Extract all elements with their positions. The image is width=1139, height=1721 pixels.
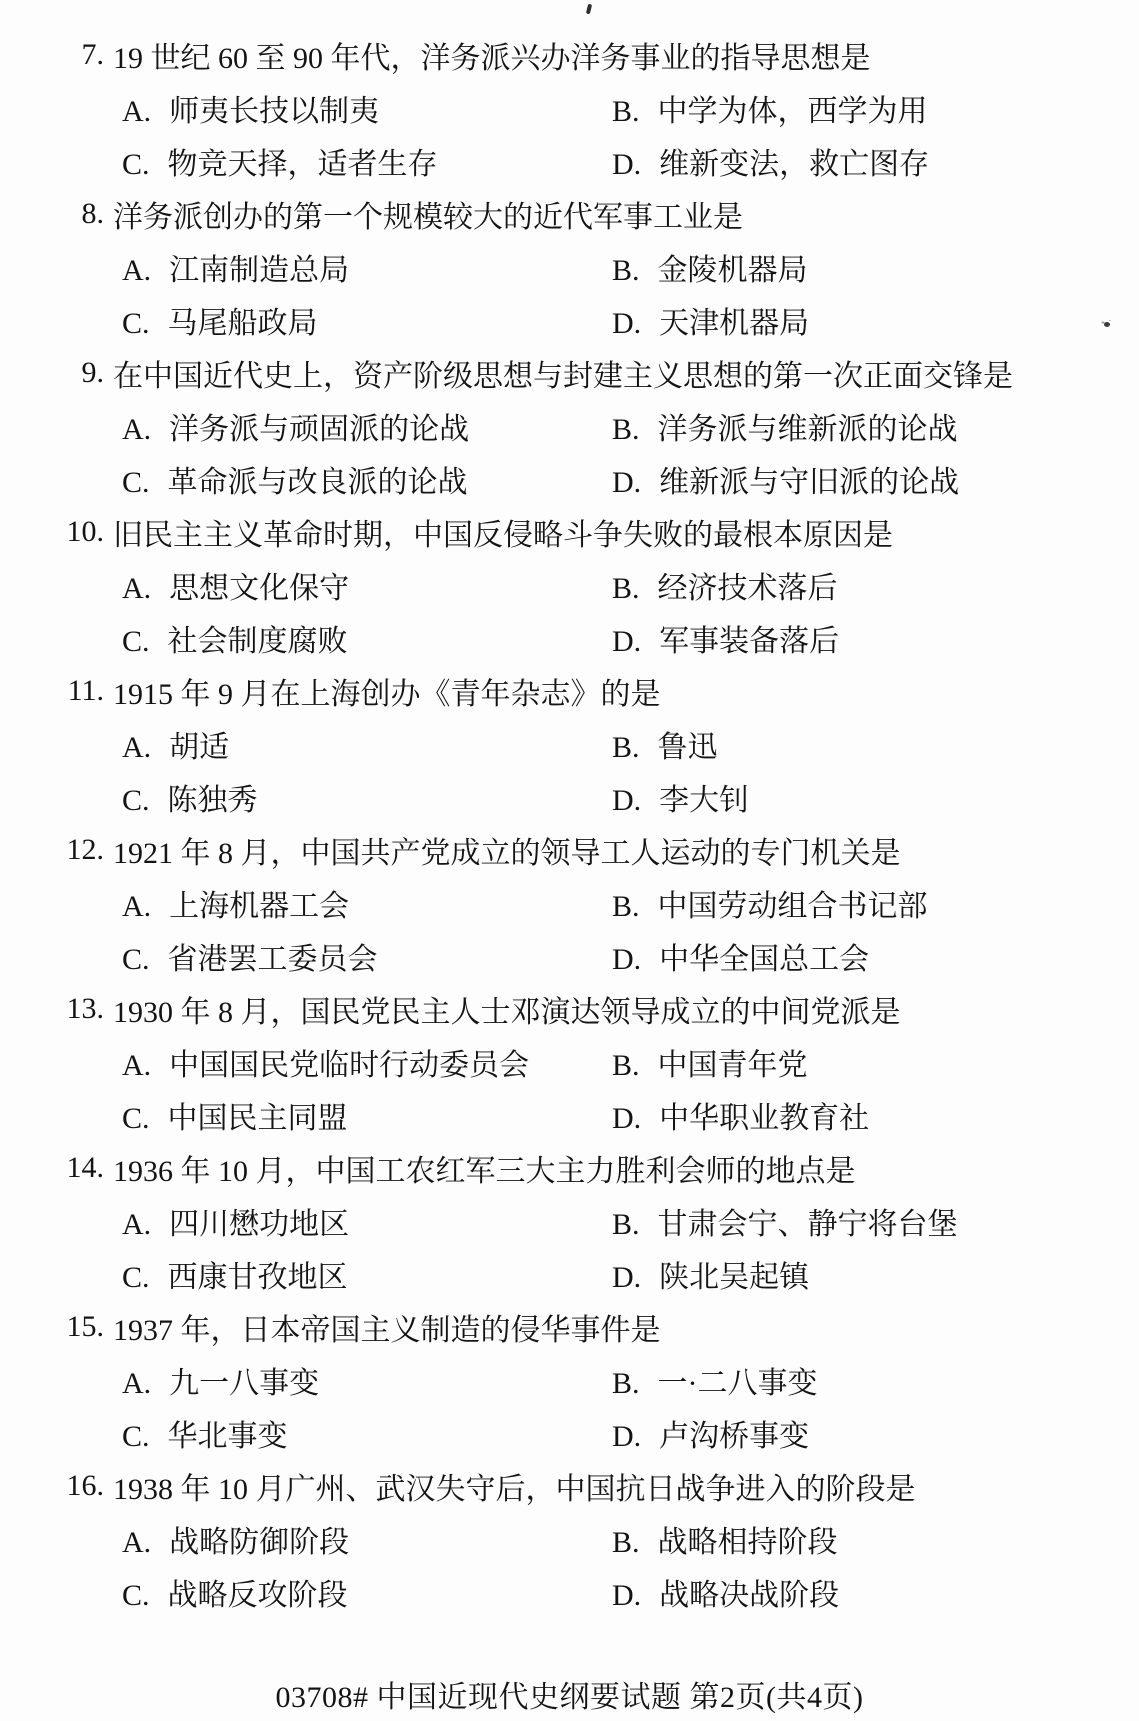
option-label-a: A. — [122, 730, 152, 764]
question-7 — [0, 28, 1139, 187]
option-text-a: 思想文化保守 — [169, 571, 350, 605]
option-label-c: C. — [122, 1260, 150, 1294]
options-row-ab — [0, 1512, 1139, 1565]
option-text-a: 战略防御阶段 — [169, 1525, 350, 1559]
question-12 — [0, 823, 1139, 982]
option-label-b: B. — [612, 889, 640, 923]
option-d — [612, 139, 929, 183]
option-label-d: D. — [612, 1101, 642, 1135]
option-text-d: 天津机器局 — [659, 306, 810, 340]
option-label-a: A. — [122, 1525, 152, 1559]
option-text-d: 卢沟桥事变 — [659, 1419, 810, 1453]
options-row-ab — [0, 876, 1139, 929]
option-label-d: D. — [612, 624, 642, 658]
option-c — [122, 298, 612, 342]
options-row-cd — [0, 929, 1139, 982]
options-row-ab — [0, 717, 1139, 770]
options-row-cd — [0, 770, 1139, 823]
options-row-ab — [0, 81, 1139, 134]
option-label-b: B. — [612, 571, 640, 605]
question-number: 8. — [81, 196, 104, 230]
option-text-b: 中国劳动组合书记部 — [657, 889, 928, 923]
option-text-b: 经济技术落后 — [657, 571, 838, 605]
question-10 — [0, 505, 1139, 664]
option-a — [122, 881, 612, 925]
option-label-c: C. — [122, 1101, 150, 1135]
option-d — [612, 934, 869, 978]
options-row-cd — [0, 611, 1139, 664]
option-label-d: D. — [612, 1419, 642, 1453]
option-a — [122, 404, 612, 448]
options-row-cd — [0, 1565, 1139, 1618]
option-label-b: B. — [612, 1048, 640, 1082]
option-c — [122, 1093, 612, 1137]
option-a — [122, 1358, 612, 1402]
option-label-a: A. — [122, 253, 152, 287]
question-stem: 在中国近代史上，资产阶级思想与封建主义思想的第一次正面交锋是 — [113, 359, 1013, 393]
option-label-c: C. — [122, 306, 150, 340]
option-label-a: A. — [122, 412, 152, 446]
option-text-d: 中华全国总工会 — [659, 942, 870, 976]
option-label-d: D. — [612, 942, 642, 976]
options-row-cd — [0, 452, 1139, 505]
option-text-d: 战略决战阶段 — [659, 1578, 840, 1612]
question-11 — [0, 664, 1139, 823]
option-text-a: 胡适 — [169, 730, 230, 764]
option-text-a: 四川懋功地区 — [169, 1207, 350, 1241]
option-label-a: A. — [122, 94, 152, 128]
option-label-a: A. — [122, 889, 152, 923]
option-text-a: 江南制造总局 — [169, 253, 350, 287]
question-number: 15. — [66, 1309, 104, 1343]
question-16 — [0, 1459, 1139, 1618]
options-row-cd — [0, 1406, 1139, 1459]
option-text-b: 一·二八事变 — [657, 1366, 818, 1400]
question-stem-row — [0, 982, 1139, 1035]
option-a — [122, 563, 612, 607]
options-row-ab — [0, 240, 1139, 293]
question-stem-row — [0, 1459, 1139, 1512]
option-label-d: D. — [612, 306, 642, 340]
option-text-d: 维新变法，救亡图存 — [659, 147, 930, 181]
option-c — [122, 457, 612, 501]
option-text-d: 中华职业教育社 — [659, 1101, 870, 1135]
question-9 — [0, 346, 1139, 505]
question-15 — [0, 1300, 1139, 1459]
option-text-c: 物竞天择，适者生存 — [167, 147, 438, 181]
question-number: 7. — [81, 37, 104, 71]
option-c — [122, 1252, 612, 1296]
option-label-b: B. — [612, 412, 640, 446]
question-stem-row — [0, 1300, 1139, 1353]
option-text-c: 社会制度腐败 — [167, 624, 348, 658]
question-stem-row — [0, 346, 1139, 399]
question-number: 11. — [67, 673, 104, 707]
exam-page — [0, 28, 1139, 1618]
option-text-c: 华北事变 — [167, 1419, 288, 1453]
scan-artifact-top — [586, 4, 592, 15]
option-label-d: D. — [612, 1578, 642, 1612]
option-label-a: A. — [122, 1207, 152, 1241]
option-text-b: 甘肃会宁、静宁将台堡 — [657, 1207, 958, 1241]
question-number: 10. — [66, 514, 104, 548]
option-b — [612, 722, 718, 766]
option-d — [612, 457, 959, 501]
option-text-c: 战略反攻阶段 — [167, 1578, 348, 1612]
question-stem-row — [0, 823, 1139, 876]
options-row-ab — [0, 558, 1139, 611]
option-text-d: 李大钊 — [659, 783, 750, 817]
option-a — [122, 1040, 612, 1084]
option-b — [612, 245, 808, 289]
option-d — [612, 775, 749, 819]
option-text-b: 金陵机器局 — [657, 253, 808, 287]
option-text-a: 九一八事变 — [169, 1366, 320, 1400]
option-text-b: 战略相持阶段 — [657, 1525, 838, 1559]
question-stem-row — [0, 505, 1139, 558]
option-d — [612, 1093, 869, 1137]
option-d — [612, 298, 809, 342]
option-b — [612, 563, 838, 607]
option-a — [122, 86, 612, 130]
option-text-b: 中国青年党 — [657, 1048, 808, 1082]
option-c — [122, 934, 612, 978]
option-text-b: 洋务派与维新派的论战 — [657, 412, 958, 446]
option-label-a: A. — [122, 1048, 152, 1082]
options-row-cd — [0, 1247, 1139, 1300]
option-label-a: A. — [122, 571, 152, 605]
option-text-c: 革命派与改良派的论战 — [167, 465, 468, 499]
option-a — [122, 722, 612, 766]
question-stem: 1937 年，日本帝国主义制造的侵华事件是 — [113, 1313, 661, 1347]
option-c — [122, 775, 612, 819]
options-row-ab — [0, 1353, 1139, 1406]
option-label-c: C. — [122, 465, 150, 499]
option-b — [612, 1040, 808, 1084]
option-text-d: 维新派与守旧派的论战 — [659, 465, 960, 499]
option-c — [122, 139, 612, 183]
question-stem: 旧民主主义革命时期，中国反侵略斗争失败的最根本原因是 — [113, 518, 893, 552]
option-label-d: D. — [612, 147, 642, 181]
option-label-c: C. — [122, 783, 150, 817]
option-d — [612, 616, 839, 660]
option-text-a: 中国国民党临时行动委员会 — [169, 1048, 530, 1082]
question-stem: 1938 年 10 月广州、武汉失守后，中国抗日战争进入的阶段是 — [113, 1472, 916, 1506]
option-label-b: B. — [612, 253, 640, 287]
option-c — [122, 616, 612, 660]
option-label-d: D. — [612, 783, 642, 817]
option-a — [122, 1199, 612, 1243]
options-row-cd — [0, 293, 1139, 346]
option-b — [612, 881, 928, 925]
options-row-cd — [0, 1088, 1139, 1141]
option-label-b: B. — [612, 1207, 640, 1241]
option-text-c: 马尾船政局 — [167, 306, 318, 340]
question-13 — [0, 982, 1139, 1141]
option-c — [122, 1570, 612, 1614]
option-label-c: C. — [122, 624, 150, 658]
option-text-a: 师夷长技以制夷 — [169, 94, 380, 128]
option-c — [122, 1411, 612, 1455]
options-row-ab — [0, 1194, 1139, 1247]
option-text-c: 西康甘孜地区 — [167, 1260, 348, 1294]
option-label-b: B. — [612, 1366, 640, 1400]
option-b — [612, 1358, 818, 1402]
options-row-cd — [0, 134, 1139, 187]
option-text-b: 中学为体，西学为用 — [657, 94, 928, 128]
option-d — [612, 1411, 809, 1455]
options-row-ab — [0, 1035, 1139, 1088]
option-text-a: 洋务派与顽固派的论战 — [169, 412, 470, 446]
option-label-a: A. — [122, 1366, 152, 1400]
question-stem-row — [0, 1141, 1139, 1194]
question-stem: 19 世纪 60 至 90 年代，洋务派兴办洋务事业的指导思想是 — [113, 41, 871, 75]
question-stem: 1930 年 8 月，国民党民主人士邓演达领导成立的中间党派是 — [113, 995, 901, 1029]
option-d — [612, 1252, 809, 1296]
option-label-c: C. — [122, 942, 150, 976]
options-row-ab — [0, 399, 1139, 452]
option-a — [122, 245, 612, 289]
question-stem: 1936 年 10 月，中国工农红军三大主力胜利会师的地点是 — [113, 1154, 856, 1188]
question-number: 12. — [66, 832, 104, 866]
question-14 — [0, 1141, 1139, 1300]
option-label-c: C. — [122, 1419, 150, 1453]
option-text-d: 陕北吴起镇 — [659, 1260, 810, 1294]
option-label-b: B. — [612, 730, 640, 764]
question-8 — [0, 187, 1139, 346]
option-label-b: B. — [612, 1525, 640, 1559]
question-stem: 1921 年 8 月，中国共产党成立的领导工人运动的专门机关是 — [113, 836, 901, 870]
option-b — [612, 1517, 838, 1561]
option-text-b: 鲁迅 — [657, 730, 718, 764]
question-number: 13. — [66, 991, 104, 1025]
option-text-d: 军事装备落后 — [659, 624, 840, 658]
page-footer: 03708# 中国近现代史纲要试题 第2页(共4页) — [275, 1681, 864, 1714]
option-label-c: C. — [122, 1578, 150, 1612]
option-label-b: B. — [612, 94, 640, 128]
question-stem: 洋务派创办的第一个规模较大的近代军事工业是 — [113, 200, 743, 234]
option-d — [612, 1570, 839, 1614]
option-text-c: 省港罢工委员会 — [167, 942, 378, 976]
option-text-a: 上海机器工会 — [169, 889, 350, 923]
question-number: 14. — [66, 1150, 104, 1184]
option-label-d: D. — [612, 1260, 642, 1294]
option-label-d: D. — [612, 465, 642, 499]
question-number: 9. — [81, 355, 104, 389]
question-stem: 1915 年 9 月在上海创办《青年杂志》的是 — [113, 677, 661, 711]
option-b — [612, 404, 958, 448]
question-stem-row — [0, 28, 1139, 81]
option-b — [612, 86, 928, 130]
question-stem-row — [0, 664, 1139, 717]
option-b — [612, 1199, 958, 1243]
question-number: 16. — [66, 1468, 104, 1502]
option-text-c: 陈独秀 — [167, 783, 258, 817]
question-stem-row — [0, 187, 1139, 240]
option-a — [122, 1517, 612, 1561]
option-text-c: 中国民主同盟 — [167, 1101, 348, 1135]
option-label-c: C. — [122, 147, 150, 181]
